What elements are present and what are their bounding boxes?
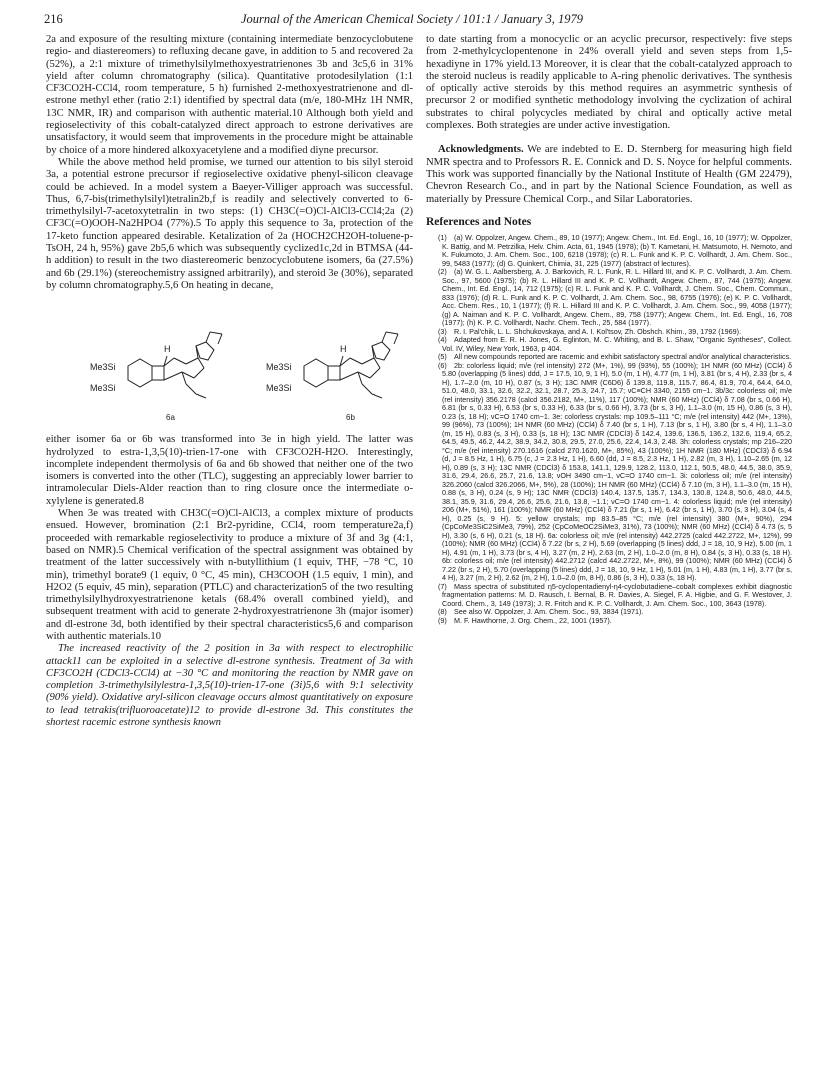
me3si-label-6a-top: Me3Si xyxy=(90,362,116,373)
reference-item: (8) See also W. Oppolzer, J. Am. Chem. Soc., 93, 3834 (1971). xyxy=(438,607,644,617)
paragraph-1: 2a and exposure of the resulting mixture (containing intermediate benzocyclobutene regio- and diastereomers) to refluxing decane gave, in addition to 5 and recovered 2a (52%), a 2:1 mixture of trimethylsilylmethoxyestratrienones 3b and 3c5,6 in 31% yield after column chromatography (silica). Quantitative protodesilylation (1:1 CF3CO2H-CCl4, room temperature, 5 h) furnished 2-methoxyestratrienone and dl-estrone methyl ether (ratio 2:1) identified by spectral data (m/e, 180-MHz 1H NMR, 13C NMR, IR) and comparison with authentic material.10 Although both yield and regioselectivity of this cobalt-catalyzed direct approach to estrone derivatives are unsatisfactory, it would seem that improvements in the procedure might be attainable by choice of a more hindered alkoxyacetylene and a modified diyne precursor. xyxy=(46,34,413,156)
reference-item: (6) 2b: colorless liquid; m/e (rel intensity) 272 (M+, 1%), 99 (93%), 55 (100%); 1H NMR (60 MHz) (CCl4) δ 5.80 (overlapping (5 lines) ddd, J = 17.5, 10, 9, 1 H), 5.0 (m, 1 H), 4.77 (m, 1 H), 3.81 (br s, 4 H), 2.33 (br s, 4 H), 1.7–2.0 (m, 10 H), 0.87 (s, 3 H); 13C NMR (C6D6) δ 139.8, 119.8, 115.7, 86.4, 81.9, 70.4, 64.4, 64.0, 51.0, 48.0, 33.1, 32.6, 32.2, 32.1, 28.7, 25.3, 24.7, 15.7; νC≡CH 3340, 2155 cm−1. 3b/3c: colorless oil; m/e (rel intensity) 356.2178 (calcd 356.2182, M+, 11%), 117 (100%); NMR (60 MHz) (CCl4) δ 7.08 (br s, 0.66 H), 6.81 (br s, 0.33 H), 6.53 (br s, 0.33 H), 6.33 (br s, 0.66 H), 3.73 (br s, 3 H), 1.1–3.0 (m, 15 H), 0.86 (s, 3 H), 0.23 (s, 18 H); νC=O 1740 cm−1. 3e: colorless crystals: mp 109.5–111 °C; m/e (rel intensity) 442 (M+, 13%), 99 (96%), 73 (100%); 1H NMR (60 MHz) (CCl4) δ 7.40 (br s, 1 H), 7.13 (br s, 1 H), 3.80 (br s, 4 H), 1.1–3.0 (m, 15 H), 0.83 (s, 3 H), 0.33 (s, 18 H); 13C NMR (CDCl3) δ 142.4, 139.6, 136.5, 136.2, 132.6, 119.4, 65.2, 64.5, 49.5, 46.2, 44.2, 38.9, 34.2, 30.8, 29.5, 27.0, 25.6, 22.4, 14.3, 2.48. 3h: colorless crystals; mp 216–220 °C; m/e (rel intensity) 270.1616 (calcd 270.1620, M+, 85%), 43 (100%); 1H NMR (180 MHz) (CDCl3) δ 6.94 (d, J = 8.5 Hz, 1 H), 6.75 (c, J = 2.3 Hz, 1 H), 6.60 (dd, J = 8.5, 2.3 Hz, 1 H), 2.82 (m, 3 H), 1.10–2.65 (m, 12 H), 0.89 (s, 3 H); 13C NMR (CDCl3) δ 153.8, 141.1, 129.9, 128.2, 113.0, 112.1, 50.5, 48.0, 44.5, 38.0, 35.9, 31.6, 29.4, 26.6, 25.7, 21.6, 13.8; νOH 3490 cm−1, νC=O 1740 cm−1. 3i: colorless oil; m/e (rel intensity) 326.2060 (calcd 326.2066, M+, 5%), 28 (100%); 1H NMR (60 MHz) (CCl4) δ 7.10 (m, 3 H), 1.1–3.0 (m, 15 H), 0.88 (s, 3 H), 0.24 (s, 9 H); 13C NMR (CDCl3) 140.4, 137.5, 135.7, 134.3, 130.8, 124.8, 50.6, 48.0, 44.5, 38.1, 35.9, 31.6, 29.4, 26.6, 25.6, 21.6, 13.8, −1.1; νC=O 1740 cm−1. 4: colorless liquid; m/e (rel intensity) 206 (M+, 51%), 161 (100%); NMR (60 MHz) (CCl4) δ 7.21 (br s, 1 H), 6.42 (br s, 1 H), 3.70 (s, 3 H), 3.04 (s, 4 H), 0.25 (s, 9 H). 5: yellow crystals; mp 83.5–85 °C; m/e (rel intensity) 380 (M+, 90%), 294 (CpCoMe3SiC2SiMe3, 79%), 252 (CpCoMeOC2SiMe3, 31%), 73 (100%); NMR (60 MHz) (CCl4) δ 4.73 (s, 5 H), 3.30 (s, 6 H), 0.21 (s, 18 H). 6a: colorless oil; m/e (rel intensity) 442.2725 (calcd 442.2722, M+, 12%), 99 (100%); NMR (60 MHz) (CCl4) δ 7.22 (br s, 2 H), 5.69 (overlapping (5 lines) ddd, J = 18, 10, 9 Hz), 5.00 (m, 1 H), 4.91 (m, 1 H), 3.73 (br s, 4 H), 3.27 (m, 2 H), 2.63 (m, 2 H), 1.0–2.0 (m, 8 H), 0.84 (s, 3 H), 0.33 (s, 18 H). 6b: colorless oil; m/e (rel intensity) 442.2712 (calcd 442.2722, M+, 8%), 99 (100%); NMR (60 MHz) (CCl4) δ 7.22 (br s, 2 H), 5.70 (overlapping (5 lines) ddd, J = 18, 10, 9 Hz, 1 H), 5.01 (m, 1 H), 4.83 (m, 1 H), 3.77 (br s, 4 H), 3.27 (m, 2 H), 2.62 (m, 2 H), 1.0–2.0 (m, 8 H), 0.86 (s, 3 H), 0.33 (s, 18 H). xyxy=(438,360,792,583)
references-heading: References and Notes xyxy=(426,215,532,228)
h-label-6b: H xyxy=(340,344,347,355)
right-column xyxy=(426,34,792,625)
reference-item: (9) M. F. Hawthorne, J. Org. Chem., 22, 1001 (1957). xyxy=(438,615,612,625)
label-6a: 6a xyxy=(166,413,175,423)
acknowledgments-text: We are indebted to E. D. Sternberg for measuring high field NMR spectra and to Professors R. E. Connick and D. S. Noyce for helpful comments. This work was supported financially by the National Institute of Health (GM 22479), Chevron Research Co., and in part by the National Science Foundation, as well as materially by Pressure Chemical Corp., and Silar Laboratories. xyxy=(426,144,792,205)
h-label-6a: H xyxy=(164,344,171,355)
acknowledgments xyxy=(426,144,792,205)
structures-6a-6b xyxy=(46,298,413,430)
reference-item: (2) (a) W. G. L. Aalbersberg, A. J. Barkovich, R. L. Funk, R. L. Hillard III, and K. P. C. Vollhardt, J. Am. Chem. Soc., 97, 5600 (1975); (b) R. L. Hillard III and K. P. C. Vollhardt, Angew. Chem., 87, 744 (1975); Angew. Chem., Int. Ed. Engl., 14, 712 (1975); (c) R. L. Funk and K. P. C. Vollhardt, J. Chem. Soc., Chem. Commun., 833 (1976); (d) R. L. Funk and K. P. C. Vollhardt, J. Am. Chem. Soc., 98, 6755 (1976); (e) K. P. C. Vollhardt, Acc. Chem. Res., 10, 1 (1977); (f) R. L. Hillard III and K. P. C. Vollhardt, J. Am. Chem. Soc., 99, 4058 (1977); (g) A. Naiman and K. P. C. Vollhardt, Angew. Chem., 89, 758 (1977); Angew. Chem., Int. Ed. Engl., 16, 708 (1977); (h) K. P. C. Vollhardt, Nachr. Chem. Tech., 25, 584 (1977). xyxy=(438,267,792,328)
references-list xyxy=(426,234,792,625)
reference-item: (3) R. I. Pal'chik, L. L. Shchukovskaya, and A. I. Kol'tsov, Zh. Obshch. Khim., 39, 1792 (1969). xyxy=(438,326,742,336)
cyclopentane-6a xyxy=(196,342,214,360)
structure-figure xyxy=(46,298,413,430)
page-number: 216 xyxy=(44,12,63,26)
reference-item: (5) All new compounds reported are racemic and exhibit satisfactory spectral and/or analytical characteristics. xyxy=(438,352,792,362)
paragraph-3: either isomer 6a or 6b was transformed into 3e in high yield. The latter was hydrolyzed to estra-1,3,5(10)-trien-17-one with CF3CO2H-H2O. Interestingly, incomplete independent thermolysis of 6a and 6b showed that neither one of the two isomers is converted into the other (TLC), suggesting an appreciably lower barrier to intramolecular Diels-Alder reaction than to ring closure once the intermediate o-xylylene is generated.8 xyxy=(46,434,413,507)
paragraph-4: When 3e was treated with CH3C(=O)Cl-AlCl3, a complex mixture of products ensued. However, bromination (2:1 Br2-pyridine, CCl4, room temperature2a,f) proceeded with remarkable regioselectivity to produce a mixture of 3f and 3g (4:1, based on NMR).5 Chemical verification of the spectral assignment was obtained by treatment of the latter successively with n-butyllithium (1 equiv, THF, −78 °C, 10 min), trimethyl borate9 (1 equiv, 0 °C, 45 min), CH3COOH (1.5 equiv, 1 min), and H2O2 (5 equiv, 45 min), separation (PTLC) and characterization5 of the two resulting trimethylsilylhydroxyestratrienone ketals (68.4% overall combined yield), and subsequent treatment with acid to generate 2-hydroxyestratrienone 3h (major isomer) and dl-estrone 3d, both identified by their spectral characteristics5,6 and comparison with authentic materials.10 xyxy=(46,508,413,642)
journal-citation: Journal of the American Chemical Society / 101:1 / January 3, 1979 xyxy=(240,12,584,26)
paragraph-5: The increased reactivity of the 2 position in 3a with respect to electrophilic attack11 can be exploited in a selective dl-estrone synthesis. Treatment of 3a with CF3CO2H (CDCl3-CCl4) at −30 °C and monitoring the reaction by NMR gave on completion 3-trimethylsilylestra-1,3,5(10)-trien-17-one (3i)5,6 with 9:1 selectivity (90% yield). Oxidative aryl-silicon cleavage occurs almost quantitatively on exposure to lead tetrakis(trifluoroacetate)12 to provide dl-estrone 3d. This constitutes the shortest racemic estrone synthesis known xyxy=(46,643,413,729)
me3si-label-6a-bottom: Me3Si xyxy=(90,383,116,394)
paragraph-right-1: to date starting from a monocyclic or an acyclic precursor, respectively: five steps from 2-methylcyclopentenone in 24% overall yield and seven steps from 1,5-hexadiyne in 17% yield.13 Moreover, it is clear that the cobalt-catalyzed approach to the steroid nucleus is readily applicable to A-ring phenolic derivatives. The synthesis of optically active steroids by this method requires an asymmetric synthesis of precursor 2 or modified synthetic methodology involving the cyclization of achiral substrates to chiral polycycles mediated by chiral and optically active metal complexes. Both strategies are under active investigation. xyxy=(426,34,792,132)
benzene-ring-6b xyxy=(304,359,328,387)
cyclobutene-ring-6a xyxy=(152,366,164,380)
benzene-ring-6a xyxy=(128,359,152,387)
page-header xyxy=(0,12,824,32)
reference-item: (4) Adapted from E. R. H. Jones, G. Eglinton, M. C. Whiting, and B. L. Shaw, "Organic Syntheses", Collect. Vol. IV, Wiley, New York, 1963, p 404. xyxy=(438,335,792,353)
cyclobutene-ring-6b xyxy=(328,366,340,380)
cyclopentane-6b xyxy=(372,342,390,360)
me3si-label-6b-top: Me3Si xyxy=(266,362,292,373)
me3si-label-6b-bottom: Me3Si xyxy=(266,383,292,394)
left-column xyxy=(46,34,413,729)
label-6b: 6b xyxy=(346,413,355,423)
reference-item: (7) Mass spectra of substituted η5-cyclopentadienyl-η4-cyclobutadiene–cobalt complexes exhibit diagnostic fragmentation patterns: M. D. Rausch, I. Bernal, B. R. Davies, A. Siegel, F. A. Higbie, and G. F. Westover, J. Coord. Chem., 3, 149 (1973); J. R. Fritch and K. P. C. Vollhardt, J. Am. Chem. Soc., 100, 3643 (1978). xyxy=(438,581,792,608)
reference-item: (1) (a) W. Oppolzer, Angew. Chem., 89, 10 (1977); Angew. Chem., Int. Ed. Engl., 16, 10 (1977); W. Oppolzer, K. Battig, and M. Petrzilka, Helv. Chim. Acta, 61, 1945 (1978); (b) T. Kametani, H. Matsumoto, H. Nemoto, and K. Fukumoto, J. Am. Chem. Soc., 100, 6218 (1978); (c) R. L. Funk and K. P. C. Vollhardt, J. Am. Chem. Soc., 99, 5483 (1977); (d) G. Quinkert, Chimia, 31, 225 (1977) (abstract of lectures). xyxy=(438,233,792,268)
acknowledgments-title: Acknowledgments. xyxy=(438,144,524,156)
paragraph-2: While the above method held promise, we turned our attention to bis silyl steroid 3a, a potential estrone precursor if regioselective oxidative phenyl-silicon cleavage could be achieved. In a model system a Baeyer-Villiger approach was successful. Thus, 6,7-bis(trimethylsilyl)tetralin2b,f is readily and selectively converted to 6-trimethylsilyl-7-acetoxytetralin in two steps: (1) CH3C(=O)Cl-AlCl3-CCl4;2a (2) CF3C(=O)OOH-Na2HPO4 (77%).5 To apply this sequence to 3a, protection of the 17-keto function appeared desirable. Ketalization of 2a (HOCH2CH2OH-toluene-p-TsOH, 24 h, 95%) gave 2b5,6 which was subsequently cyclized1c,2d in BTMSA (44-h addition) to result in the two diastereomeric benzocyclobutene isomers, 6a (27.5%) and 6b (29.1%) (stereochemistry assigned arbitrarily), and steroid 3e (30%), separated by column chromatography.5,6 On heating in decane, xyxy=(46,156,413,291)
